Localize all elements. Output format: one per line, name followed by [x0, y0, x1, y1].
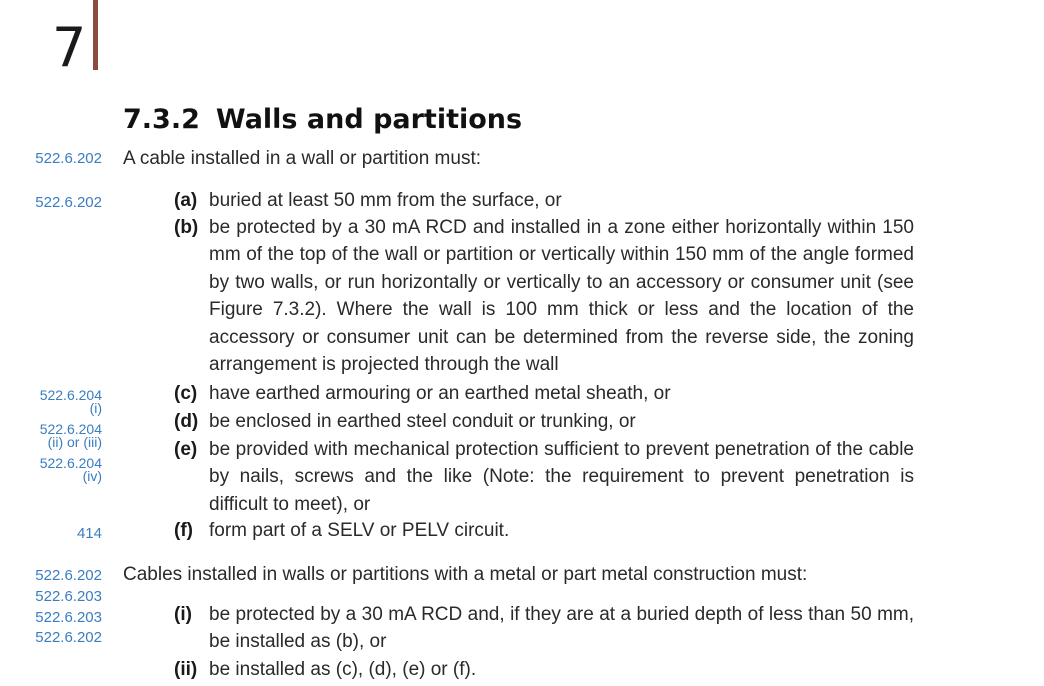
list-item-a — [174, 187, 914, 214]
list-item-label: (e) — [174, 439, 198, 460]
margin-ref-metal-1: 522.6.202 — [35, 567, 102, 584]
list-item-text: buried at least 50 mm from the surface, or — [209, 190, 562, 211]
list-item-label: (b) — [174, 217, 199, 238]
chapter-divider — [93, 0, 98, 70]
metal-paragraph: Cables installed in walls or partitions with a metal or part metal construction must: — [123, 564, 808, 585]
list-item-text: be enclosed in earthed steel conduit or trunking, or — [209, 411, 636, 432]
list-item-text: be protected by a 30 mA RCD and, if they are at a buried depth of less than 50 mm, be installed as (b), or — [209, 604, 914, 653]
margin-ref-e-sub: (iv) — [82, 468, 102, 484]
margin-ref-c-sub: (i) — [89, 400, 102, 416]
list-item-label: (a) — [174, 190, 198, 211]
list-item-label: (ii) — [174, 659, 198, 680]
list-item-d — [174, 408, 914, 435]
metal-list-item-ii — [174, 656, 914, 683]
margin-ref-d: 522.6.204 — [39, 421, 102, 437]
list-item-f — [174, 517, 914, 544]
list-item-text: form part of a SELV or PELV circuit. — [209, 520, 510, 541]
list-item-label: (f) — [174, 520, 193, 541]
list-item-e — [174, 436, 914, 518]
chapter-number: 7 — [52, 16, 87, 79]
metal-list-item-i — [174, 601, 914, 656]
list-item-label: (i) — [174, 604, 192, 625]
list-item-text: be installed as (c), (d), (e) or (f). — [209, 659, 477, 680]
margin-ref-intro: 522.6.202 — [35, 150, 102, 167]
margin-ref-c: 522.6.204 — [39, 387, 102, 403]
intro-paragraph: A cable installed in a wall or partition must: — [123, 148, 482, 169]
list-item-text: have earthed armouring or an earthed metal sheath, or — [209, 383, 671, 404]
margin-ref-metal-4: 522.6.202 — [35, 629, 102, 646]
list-item-c — [174, 380, 914, 407]
list-item-b — [174, 214, 914, 378]
margin-ref-a: 522.6.202 — [35, 194, 102, 211]
section-heading — [123, 104, 522, 135]
margin-ref-f: 414 — [76, 525, 102, 542]
list-item-label: (c) — [174, 383, 198, 404]
margin-ref-d-sub: (ii) or (iii) — [47, 434, 102, 450]
margin-ref-e: 522.6.204 — [39, 455, 102, 471]
margin-ref-metal-3: 522.6.203 — [35, 609, 102, 626]
list-item-text: be protected by a 30 mA RCD and installed in a zone either horizontally within 150 mm of the top of the wall or partition or vertically within 150 mm of the angle formed by two walls, or run horizontally or vertically to an accessory or consumer unit (see Figure 7.3.2). Where the wall is 100 mm thick or less and the location of the accessory or consumer unit can be determined from the reverse side, the zoning arrangement is projected through the wall — [209, 217, 914, 376]
list-item-label: (d) — [174, 411, 199, 432]
section-title: Walls and partitions — [215, 104, 523, 135]
margin-ref-metal-2: 522.6.203 — [35, 588, 102, 605]
section-number: 7.3.2 — [123, 104, 200, 135]
list-item-text: be provided with mechanical protection sufficient to prevent penetration of the cable by nails, screws and the like (Note: the requirement to prevent penetration is difficult to meet), or — [209, 439, 914, 515]
